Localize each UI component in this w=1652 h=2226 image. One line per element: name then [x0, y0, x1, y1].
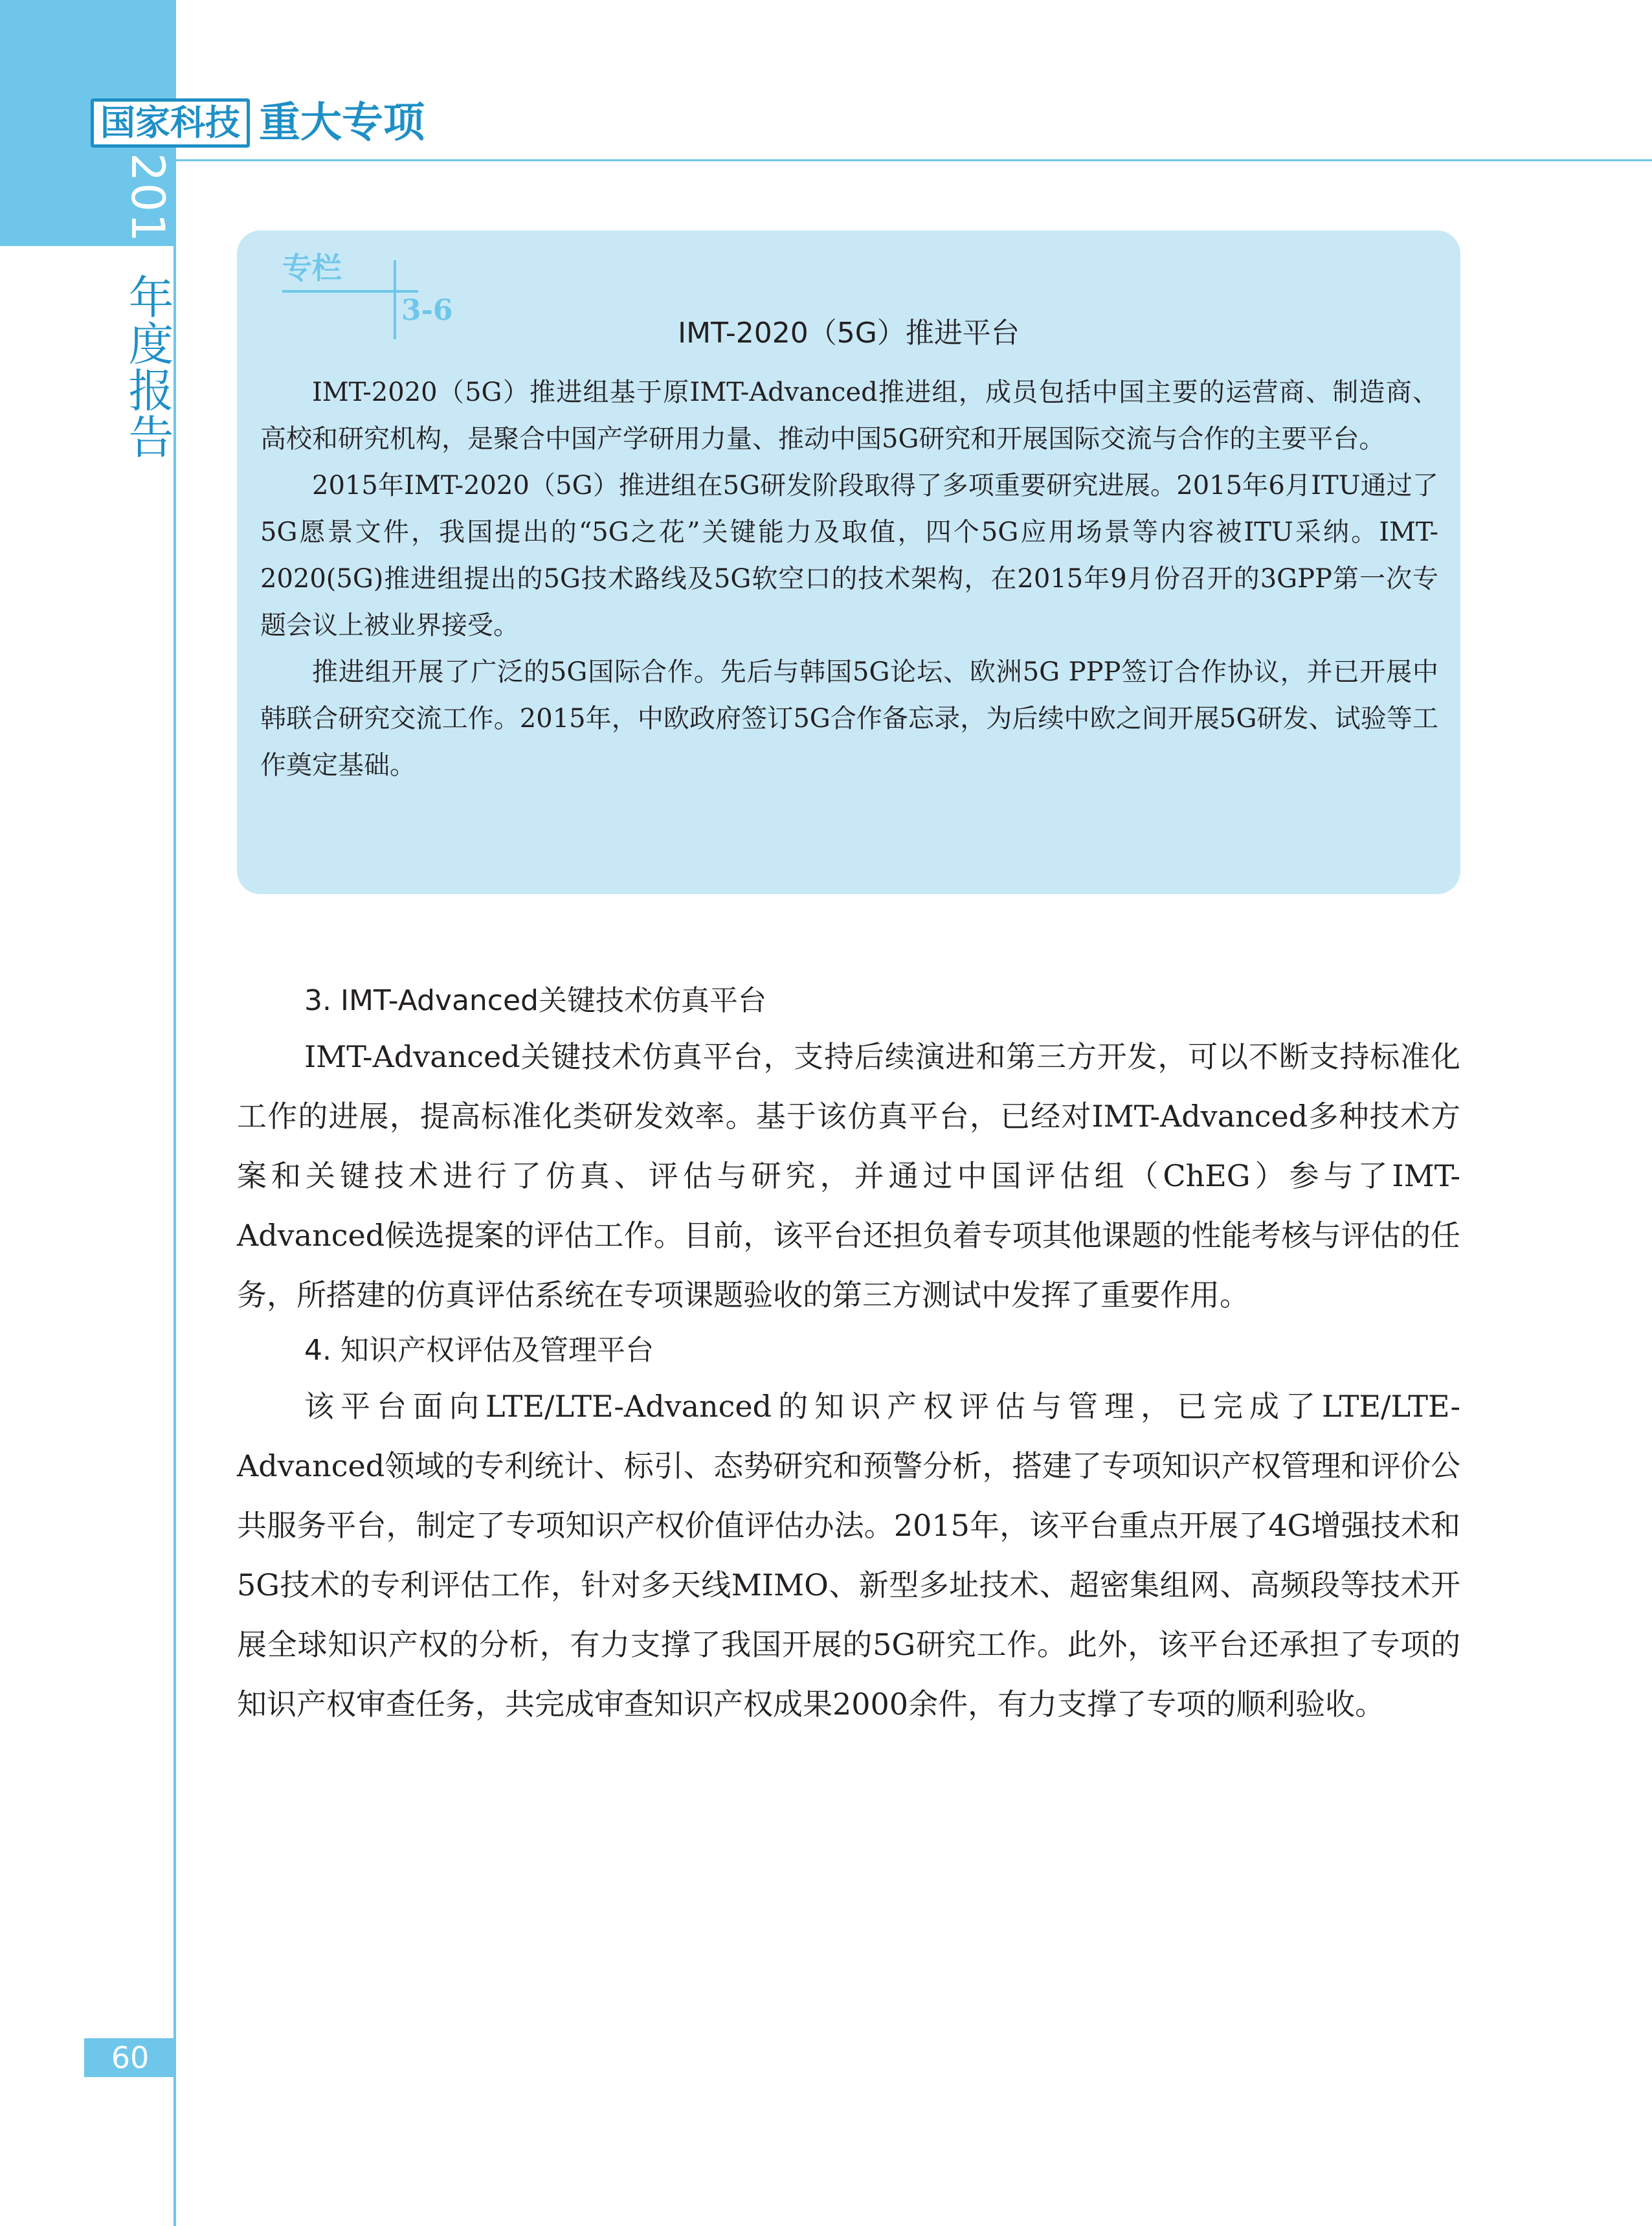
box-body [260, 369, 1438, 789]
section-heading: 3. IMT-Advanced关键技术仿真平台 [304, 984, 766, 1017]
brand-box-text: 国家科技 [91, 98, 250, 148]
header-rule [176, 159, 1652, 161]
report-year: 2015 [121, 153, 174, 274]
badge-divider [282, 290, 418, 293]
box-paragraph: 推进组开展了广泛的5G国际合作。先后与韩国5G论坛、欧洲5G PPP签订合作协议，并已开展中韩联合研究交流工作。2015年，中欧政府签订5G合作备忘录，为后续中欧之间开展5G研发、试验等工作奠定基础。 [260, 657, 1438, 780]
section-paragraph: 该平台面向LTE/LTE-Advanced的知识产权评估与管理，已完成了LTE/LTE-Advanced领域的专利统计、标引、态势研究和预警分析，搭建了专项知识产权管理和评价公共服务平台，制定了专项知识产权价值评估办法。2015年，该平台重点开展了4G增强技术和5G技术的专利评估工作，针对多天线MIMO、新型多址技术、超密集组网、高频段等技术开展全球知识产权的分析，有力支撑了我国开展的5G研究工作。此外，该平台还承担了专项的知识产权审查任务，共完成审查知识产权成果2000余件，有力支撑了专项的顺利验收。 [237, 1389, 1460, 1722]
section-paragraph: IMT-Advanced关键技术仿真平台，支持后续演进和第三方开发，可以不断支持标准化工作的进展，提高标准化类研发效率。基于该仿真平台，已经对IMT-Advanced多种技术方案和关键技术进行了仿真、评估与研究，并通过中国评估组（ChEG）参与了IMT-Advanced候选提案的评估工作。目前，该平台还担负着专项其他课题的性能考核与评估的任务，所搭建的仿真评估系统在专项课题验收的第三方测试中发挥了重要作用。 [237, 1039, 1460, 1312]
report-year-vertical [115, 153, 181, 460]
box-title: IMT-2020（5G）推进平台 [678, 317, 1020, 350]
main-text [237, 975, 1460, 1734]
brand-sub-text: 重大专项 [259, 99, 425, 147]
badge-word: 专栏 [282, 251, 342, 286]
report-label: 年度报告 [121, 273, 174, 460]
section-heading: 4. 知识产权评估及管理平台 [304, 1334, 654, 1367]
page-number: 60 [84, 2038, 176, 2077]
badge-number: 3-6 [401, 294, 453, 327]
box-paragraph: 2015年IMT-2020（5G）推进组在5G研发阶段取得了多项重要研究进展。2015年6月ITU通过了5G愿景文件，我国提出的“5G之花”关键能力及取值，四个5G应用场景等内容被ITU采纳。IMT-2020(5G)推进组提出的5G技术路线及5G软空口的技术架构，在2015年9月份召开的3GPP第一次专题会议上被业界接受。 [260, 471, 1438, 640]
header-brand [91, 97, 425, 149]
box-paragraph: IMT-2020（5G）推进组基于原IMT-Advanced推进组，成员包括中国主要的运营商、制造商、高校和研究机构，是聚合中国产学研用力量、推动中国5G研究和开展国际交流与合作的主要平台。 [260, 377, 1438, 454]
sidebar-box [237, 230, 1460, 894]
